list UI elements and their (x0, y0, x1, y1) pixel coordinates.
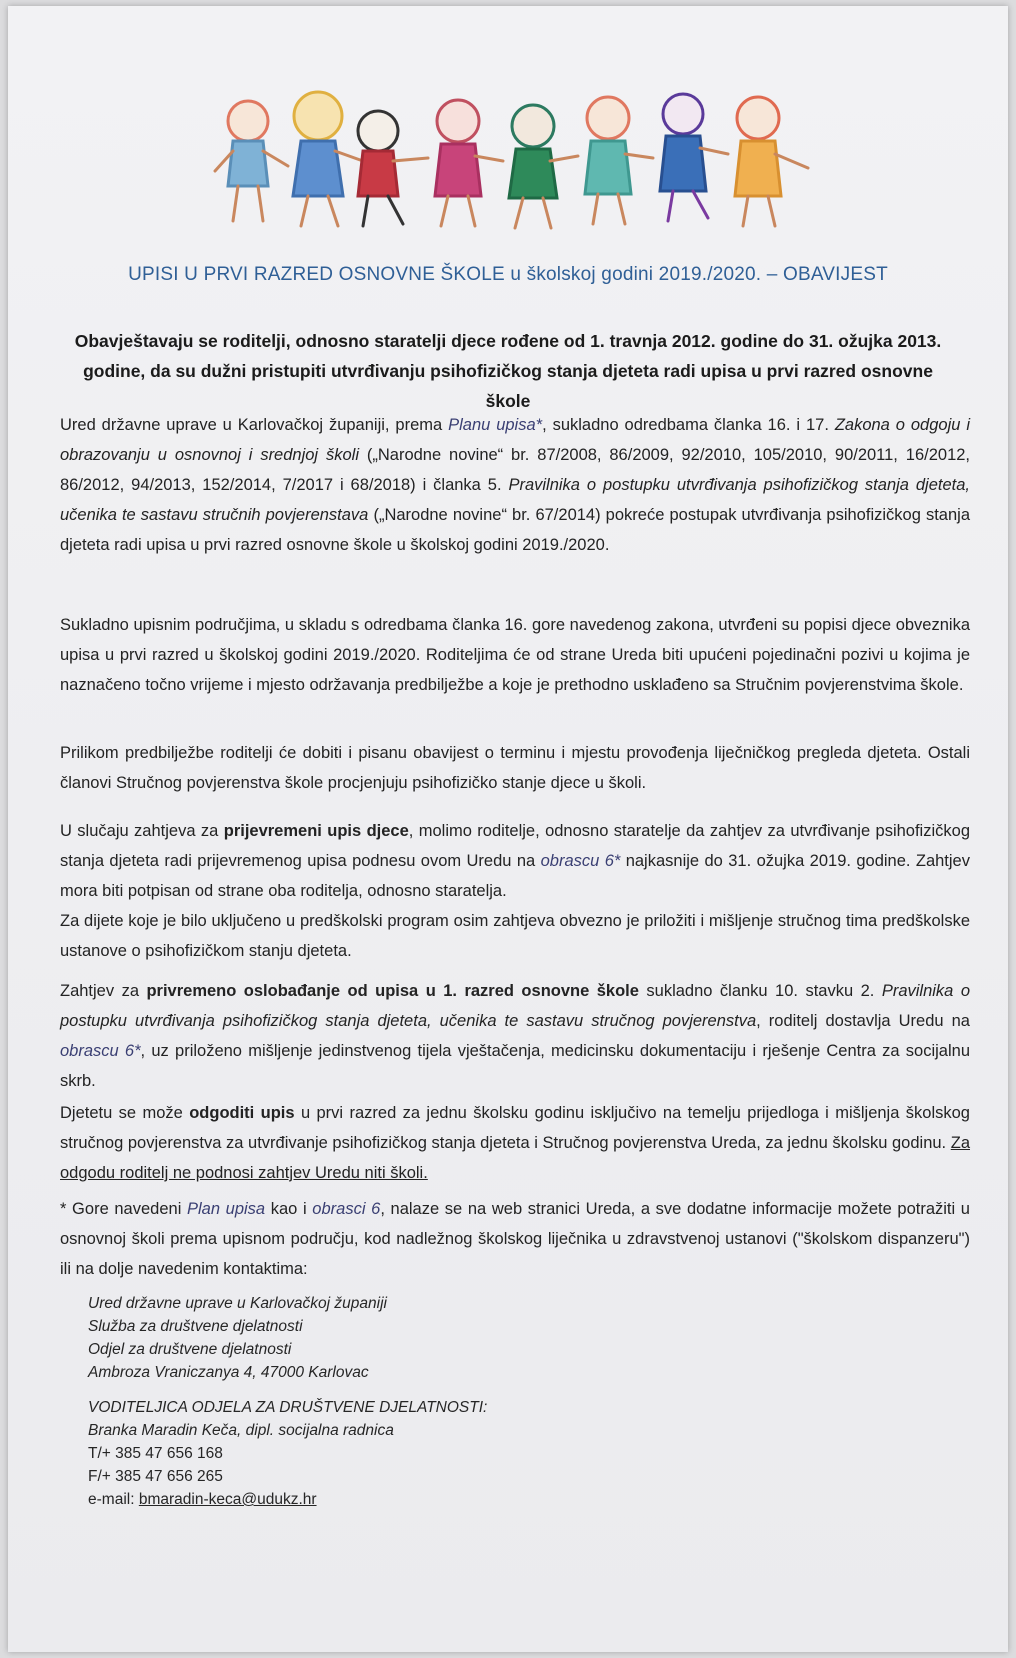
paragraph-enrollment-areas: Sukladno upisnim područjima, u skladu s odredbama članka 16. gore navedenog zakona, utvrđeni su popisi djece obveznika upisa u prvi razred u školskoj godini 2019./2020. Roditeljima će od strane Ureda biti upućeni pojedinačni pozivi u kojima je naznačeno točno vrijeme i mjesto održavanja predbilježbe a koje je prethodno usklađeno sa Stručnim povjerenstvima škole. (60, 616, 970, 694)
contact-phone: T/+ 385 47 656 168 (88, 1445, 223, 1462)
contact-block (88, 1396, 688, 1511)
contact-heading: VODITELJICA ODJELA ZA DRUŠTVENE DJELATNOSTI: (88, 1399, 488, 1416)
notice-sheet (8, 6, 1008, 1652)
contact-email-row (88, 1488, 688, 1511)
children-holding-hands-illustration (213, 86, 823, 236)
paragraph-footnote: * Gore navedeni Plan upisa kao i obrasci 6, nalaze se na web stranici Ureda, a sve dodatne informacije možete potražiti u osnovnoj školi prema upisnom području, kod nadležnog školskog liječnika u zdravstvenoj ustanovi ("školskom dispanzeru") ili na dolje navedenim kontaktima: (60, 1200, 970, 1278)
paragraph-medical-exam: Prilikom predbilježbe roditelji će dobiti i pisanu obavijest o terminu i mjestu provođenja liječničkog pregleda djeteta. Ostali članovi Stručnog povjerenstva škole procjenjuju psihofizičko stanje djece u školi. (60, 744, 970, 792)
address-line: Služba za društvene djelatnosti (88, 1318, 303, 1335)
address-line: Ured državne uprave u Karlovačkoj županiji (88, 1295, 387, 1312)
address-line: Ambroza Vraniczanya 4, 47000 Karlovac (88, 1364, 369, 1381)
paragraph-postponement: Djetetu se može odgoditi upis u prvi razred za jednu školsku godinu isključivo na temelju prijedloga i mišljenja školskog stručnog povjerenstva za utvrđivanje psihofizičkog stanja djeteta i Stručnog povjerenstva Ureda, za jednu školsku godinu. Za odgodu roditelj ne podnosi zahtjev Uredu niti školi. (60, 1104, 970, 1182)
intro-paragraph: Obavještavaju se roditelji, odnosno staratelji djece rođene od 1. travnja 2012. godine do 31. ožujka 2013. godine, da su dužni pristupiti utvrđivanju psihofizičkog stanja djeteta radi upisa u prvi razred osnovne škole (74, 331, 942, 411)
email-link[interactable]: bmaradin-keca@udukz.hr (138, 1491, 317, 1508)
paragraph-legal-basis: Ured državne uprave u Karlovačkoj županiji, prema Planu upisa*, sukladno odredbama članka 16. i 17. Zakona o odgoju i obrazovanju u osnovnoj i srednjoj školi („Narodne novine“ br. 87/2008, 86/2009, 92/2010, 105/2010, 90/2011, 16/2012, 86/2012, 94/2013, 152/2014, 7/2017 i 68/2018) i članka 5. Pravilnika o postupku utvrđivanja psihofizičkog stanja djeteta, učenika te sastavu stručnih povjerenstava („Narodne novine“ br. 67/2014) pokreće postupak utvrđivanja psihofizičkog stanja djeteta radi upisa u prvi razred osnovne škole u školskoj godini 2019./2020. (60, 416, 971, 554)
email-label: e-mail: (88, 1491, 139, 1508)
paragraph-temporary-exemption: Zahtjev za privremeno oslobađanje od upisa u 1. razred osnovne škole sukladno članku 10. stavku 2. Pravilnika o postupku utvrđivanja psihofizičkog stanja djeteta, učenika te sastavu stručnog povjerenstva, roditelj dostavlja Uredu na obrascu 6*, uz priloženo mišljenje jedinstvenog tijela vještačenja, medicinsku dokumentaciju i rješenje Centra za socijalnu skrb. (60, 982, 970, 1090)
paragraph-early-enrollment: U slučaju zahtjeva za prijevremeni upis djece, molimo roditelje, odnosno staratelje da zahtjev za utvrđivanje psihofizičkog stanja djeteta radi prijevremenog upisa podnesu ovom Uredu na obrascu 6* najkasnije do 31. ožujka 2019. godine. Zahtjev mora biti potpisan od strane oba roditelja, odnosno staratelja. Za dijete koje je bilo uključeno u predškolski program osim zahtjeva obvezno je priložiti i mišljenje stručnog tima predškolske ustanove o psihofizičkom stanju djeteta. (60, 822, 970, 960)
contact-name: Branka Maradin Keča, dipl. socijalna radnica (88, 1422, 394, 1439)
address-line: Odjel za društvene djelatnosti (88, 1341, 292, 1358)
page-title: UPISI U PRVI RAZRED OSNOVNE ŠKOLE u školskoj godini 2019./2020. – OBAVIJEST (128, 264, 888, 285)
office-address (88, 1292, 688, 1384)
contact-fax: F/+ 385 47 656 265 (88, 1468, 223, 1485)
